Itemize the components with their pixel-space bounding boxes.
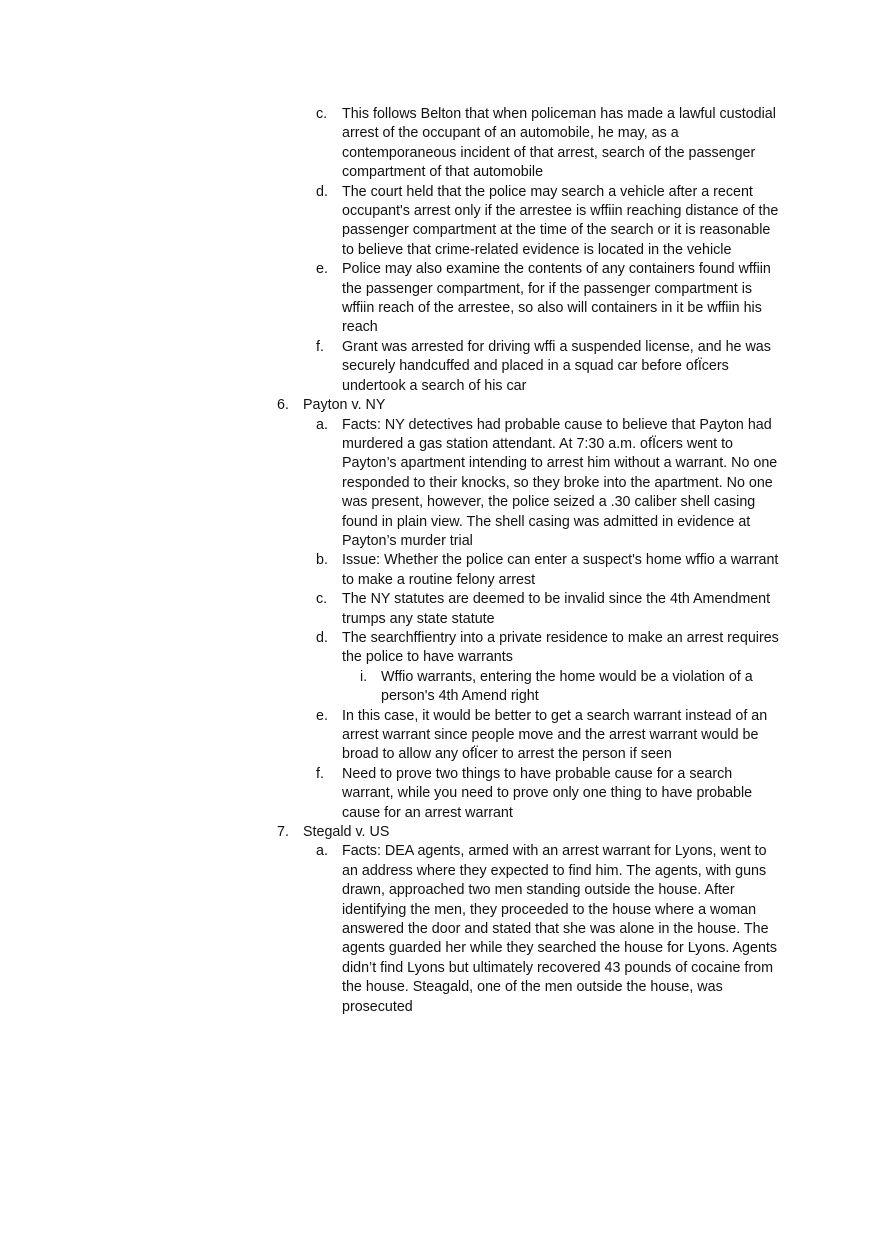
list-item (0, 260, 782, 338)
list-marker: a. (316, 416, 328, 433)
list-item-text: The NY statutes are deemed to be invalid since the 4th Amendment trumps any state statute (342, 591, 771, 627)
case-title: Stegald v. US (303, 824, 390, 841)
case-heading-stegald (0, 823, 783, 842)
list-item-text: This follows Belton that when policeman has made a lawful custodial arrest of the occupant of an automobile, he may, as a contemporaneous incident of that arrest, search of the passenger compartment of that automobile (342, 106, 776, 181)
list-item (0, 105, 782, 183)
list-marker: d. (316, 183, 328, 200)
list-item-text: Wffio warrants, entering the home would be a violation of a person's 4th Amend right (381, 668, 753, 705)
list-item-text: The searchffientry into a private residence to make an arrest requires the police to have warrants (342, 629, 779, 666)
list-item (0, 551, 782, 590)
list-item (0, 338, 782, 396)
list-marker: 7. (277, 824, 289, 841)
sub-list-item (0, 668, 782, 707)
list-item-text: Need to prove two things to have probable cause for a search warrant, while you need to prove only one thing to have probable cause for an arrest warrant (342, 765, 753, 821)
list-item-text: Grant was arrested for driving wffi a suspended license, and he was securely handcuffed and placed in a squad car before ofÏcers undertook a search of his car (342, 338, 771, 394)
list-marker: i. (360, 668, 368, 685)
list-marker: c. (316, 591, 328, 608)
case-heading-payton (0, 396, 783, 415)
list-marker: c. (316, 106, 328, 122)
list-item-text: Facts: NY detectives had probable cause to believe that Payton had murdered a gas station attendant. At 7:30 a.m. ofÏcers went to Payton’s apartment intending to arrest him without a warrant. No one responded to their knocks, so they broke into the apartment. No one was present, however, the police seized a .30 caliber shell casing found in plain view. The shell casing was admitted in evidence at Payton’s murder trial (342, 416, 778, 549)
list-item (0, 765, 782, 823)
list-marker: d. (316, 629, 328, 646)
list-item-text: Issue: Whether the police can enter a suspect's home wffio a warrant to make a routine felony arrest (342, 552, 779, 588)
list-item (0, 590, 782, 629)
list-marker: e. (316, 707, 328, 724)
outline-list (0, 105, 880, 1017)
list-item (0, 183, 782, 261)
case-title: Payton v. NY (303, 397, 386, 414)
list-item (0, 416, 782, 552)
list-marker: a. (316, 843, 328, 860)
list-item-text: The court held that the police may search a vehicle after a recent occupant's arrest only if the arrestee is wffiin reaching distance of the passenger compartment at the time of the search or it is reasonable to believe that crime-related evidence is located in the vehicle (342, 183, 779, 258)
list-marker: f. (316, 338, 324, 355)
list-item (0, 629, 782, 668)
list-item-text: Facts: DEA agents, armed with an arrest warrant for Lyons, went to an address where they expected to find him. The agents, with guns drawn, approached two men standing outside the house. After identifying the men, they proceeded to the house where a woman answered the door and stated that she was alone in the house. The agents guarded her while they searched the house for Lyons. Agents didn’t find Lyons but ultimately recovered 43 pounds of cocaine from the house. Steagald, one of the men outside the house, was prosecuted (342, 843, 778, 1015)
list-item-text: In this case, it would be better to get a search warrant instead of an arrest warrant since people move and the arrest warrant would be broad to allow any ofÏcer to arrest the person if seen (342, 707, 768, 763)
list-marker: 6. (277, 397, 289, 414)
list-item-text: Police may also examine the contents of any containers found wffiin the passenger compartment, for if the passenger compartment is wffiin reach of the arrestee, so also will containers in it be wffiin his reach (342, 261, 771, 336)
list-marker: f. (316, 765, 324, 782)
list-item (0, 842, 782, 1017)
list-marker: e. (316, 261, 328, 278)
list-marker: b. (316, 552, 328, 569)
list-item (0, 707, 782, 765)
